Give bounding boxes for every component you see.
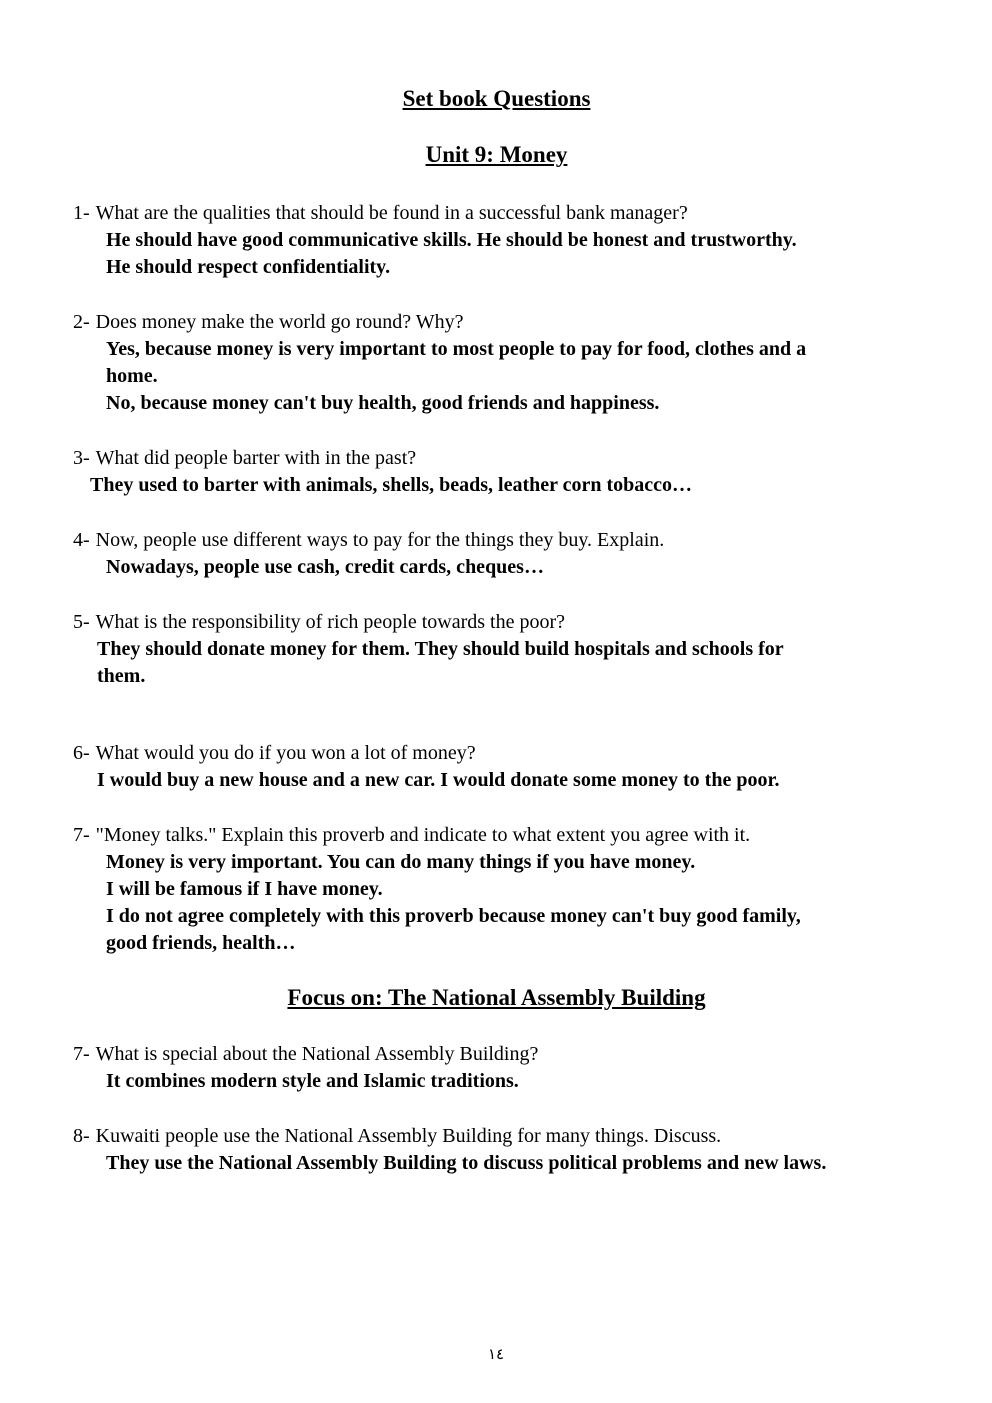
answer-line: them. — [97, 665, 146, 687]
answer — [106, 336, 920, 417]
answer-line: Nowadays, people use cash, credit cards, cheques… — [106, 556, 544, 578]
answer — [106, 554, 920, 581]
document-title-text: Set book Questions — [402, 86, 591, 111]
answer-line: home. — [106, 365, 158, 387]
answer-line: No, because money can't buy health, good friends and happiness. — [106, 392, 660, 414]
question-number: 8- — [73, 1125, 90, 1147]
answer-line: Money is very important. You can do many things if you have money. — [106, 851, 696, 873]
qa-block-6 — [73, 740, 920, 794]
unit-title-text: Unit 9: Money — [425, 142, 568, 167]
qa-block-4 — [73, 527, 920, 581]
answer-line: They used to barter with animals, shells, beads, leather corn tobacco… — [90, 474, 693, 496]
answer-line: It combines modern style and Islamic traditions. — [106, 1070, 519, 1092]
question-number: 3- — [73, 447, 90, 469]
question-line — [73, 200, 920, 227]
question-line — [73, 609, 920, 636]
answer-line: Yes, because money is very important to most people to pay for food, clothes and a — [106, 338, 807, 360]
question-line — [73, 740, 920, 767]
qa-block-7 — [73, 822, 920, 957]
question-number: 5- — [73, 611, 90, 633]
question-number: 7- — [73, 1043, 90, 1065]
page-number: ١٤ — [487, 1347, 505, 1363]
question-text: What is the responsibility of rich people towards the poor? — [95, 611, 565, 633]
focus-section-heading — [73, 985, 920, 1011]
question-line — [73, 527, 920, 554]
question-text: What are the qualities that should be found in a successful bank manager? — [95, 202, 688, 224]
question-line — [73, 1041, 920, 1068]
answer-line: I will be famous if I have money. — [106, 878, 383, 900]
answer — [90, 472, 920, 499]
question-text: Does money make the world go round? Why? — [95, 311, 464, 333]
answer-line: They should donate money for them. They should build hospitals and schools for — [97, 638, 784, 660]
answer — [97, 636, 920, 690]
qa-block-1 — [73, 200, 920, 281]
document-title — [73, 86, 920, 112]
question-text: Now, people use different ways to pay for the things they buy. Explain. — [95, 529, 665, 551]
answer — [106, 1150, 920, 1177]
answer-line: good friends, health… — [106, 932, 296, 954]
answer-line: They use the National Assembly Building to discuss political problems and new laws. — [106, 1152, 827, 1174]
question-text: Kuwaiti people use the National Assembly Building for many things. Discuss. — [95, 1125, 722, 1147]
question-text: What did people barter with in the past? — [95, 447, 417, 469]
question-text: "Money talks." Explain this proverb and indicate to what extent you agree with it. — [95, 824, 751, 846]
question-number: 2- — [73, 311, 90, 333]
question-number: 4- — [73, 529, 90, 551]
answer-line: I would buy a new house and a new car. I would donate some money to the poor. — [97, 769, 780, 791]
focus-section-heading-text: Focus on: The National Assembly Building — [287, 985, 706, 1010]
unit-title — [73, 142, 920, 168]
question-number: 6- — [73, 742, 90, 764]
question-line — [73, 445, 920, 472]
question-line — [73, 309, 920, 336]
question-text: What is special about the National Assembly Building? — [95, 1043, 539, 1065]
answer-line: He should respect confidentiality. — [106, 256, 391, 278]
question-text: What would you do if you won a lot of money? — [95, 742, 476, 764]
qa-block-3 — [73, 445, 920, 499]
question-number: 7- — [73, 824, 90, 846]
answer-line: I do not agree completely with this proverb because money can't buy good family, — [106, 905, 801, 927]
answer-line: He should have good communicative skills. He should be honest and trustworthy. — [106, 229, 797, 251]
answer — [106, 849, 920, 957]
question-line — [73, 822, 920, 849]
question-line — [73, 1123, 920, 1150]
qa-block-focus-7 — [73, 1041, 920, 1095]
answer — [106, 1068, 920, 1095]
qa-block-focus-8 — [73, 1123, 920, 1177]
qa-block-2 — [73, 309, 920, 417]
question-number: 1- — [73, 202, 90, 224]
qa-block-5 — [73, 609, 920, 690]
answer — [97, 767, 920, 794]
answer — [106, 227, 920, 281]
